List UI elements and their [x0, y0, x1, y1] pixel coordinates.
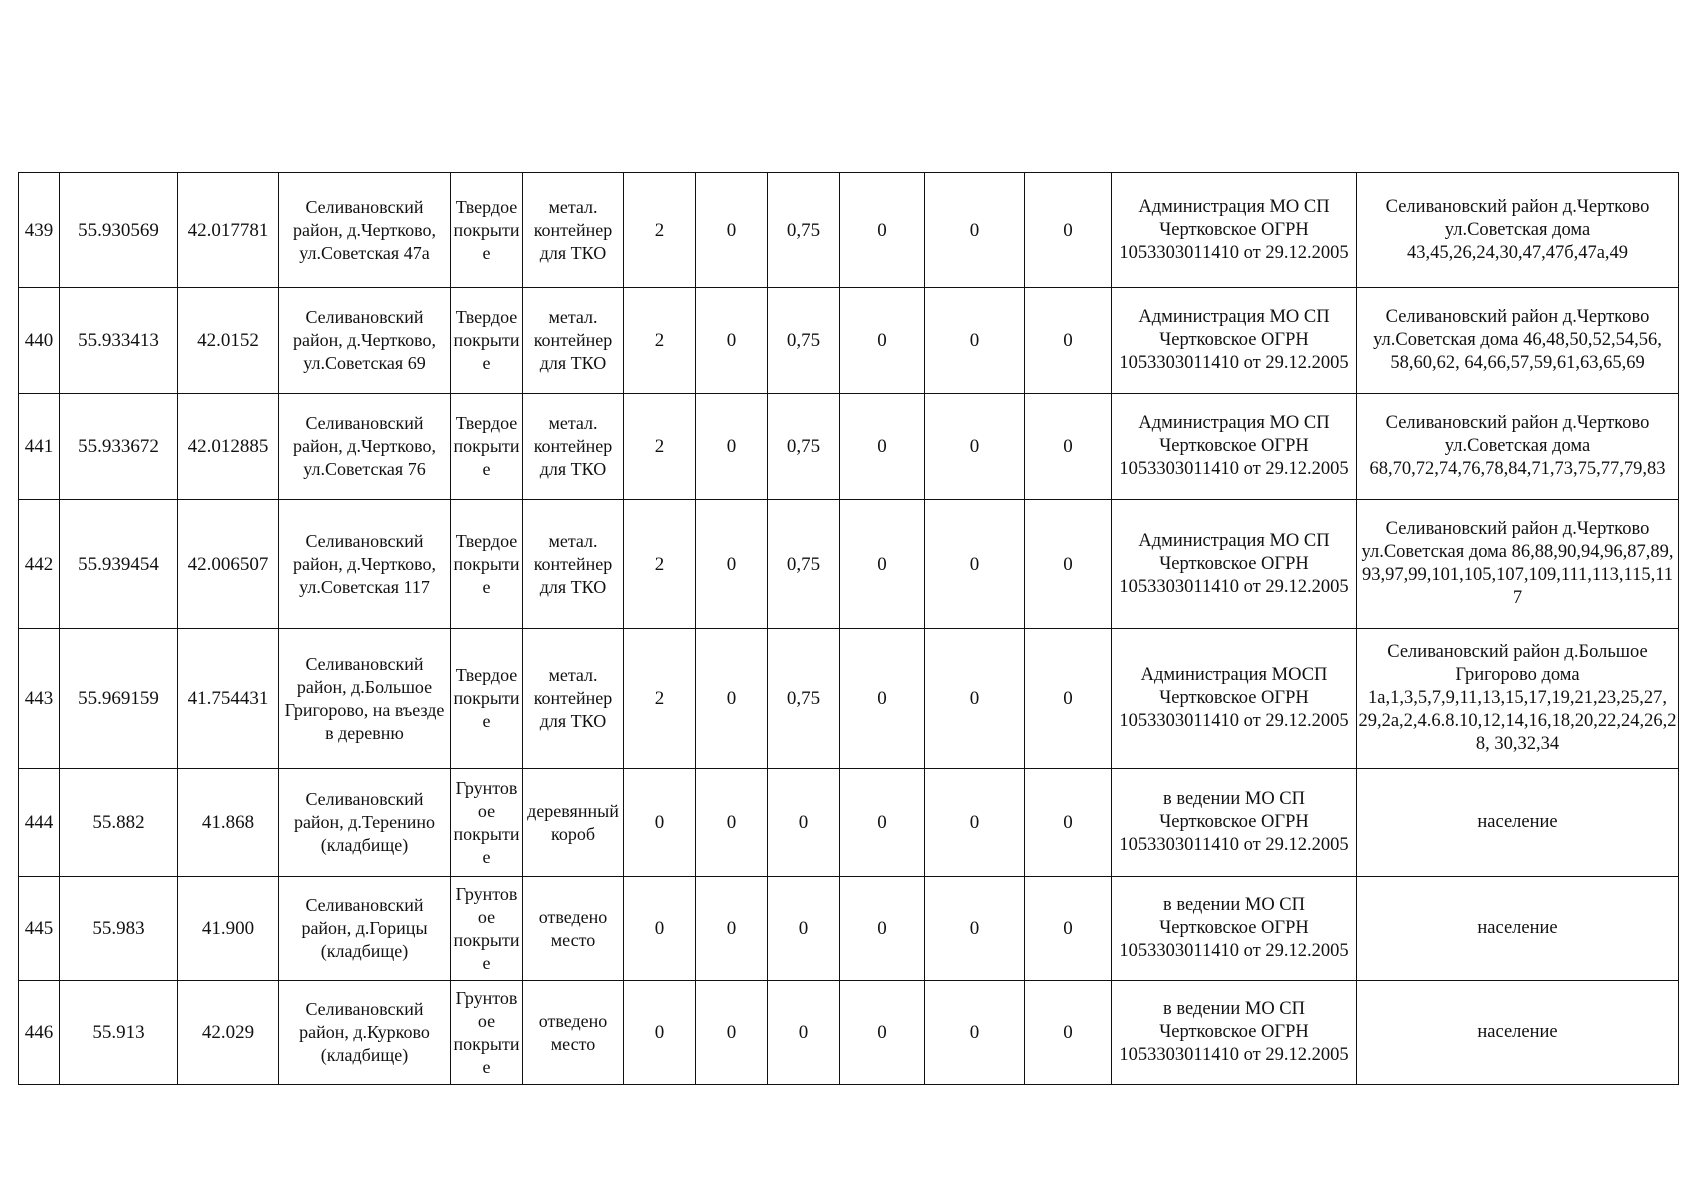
waste-sources-cell: Селивановский район д.Чертково ул.Советская дома 46,48,50,52,54,56, 58,60,62, 64,66,57,59,61,63,65,69 [1357, 288, 1679, 394]
longitude-cell: 42.006507 [178, 500, 279, 629]
volume-cell: 0,75 [768, 500, 840, 629]
latitude-cell: 55.983 [60, 877, 178, 981]
latitude-cell: 55.930569 [60, 173, 178, 288]
latitude-cell: 55.933413 [60, 288, 178, 394]
container-type-cell: отведено место [523, 877, 624, 981]
count-cell-4: 0 [840, 173, 925, 288]
location-cell: Селивановский район, д.Чертково, ул.Советская 69 [279, 288, 451, 394]
count-cell-2: 0 [696, 629, 768, 769]
count-cell-1: 0 [624, 981, 696, 1085]
count-cell-5: 0 [925, 173, 1025, 288]
count-cell-4: 0 [840, 500, 925, 629]
table-row [19, 288, 1679, 394]
container-type-cell: метал. контейнер для ТКО [523, 500, 624, 629]
count-cell-6: 0 [1025, 288, 1112, 394]
volume-cell: 0 [768, 877, 840, 981]
surface-cell: Грунтовое покрытие [451, 877, 523, 981]
count-cell-1: 0 [624, 769, 696, 877]
latitude-cell: 55.933672 [60, 394, 178, 500]
count-cell-4: 0 [840, 288, 925, 394]
count-cell-4: 0 [840, 629, 925, 769]
count-cell-2: 0 [696, 769, 768, 877]
owner-cell: в ведении МО СП Чертковское ОГРН 1053303011410 от 29.12.2005 [1112, 877, 1357, 981]
count-cell-2: 0 [696, 394, 768, 500]
location-cell: Селивановский район, д.Чертково, ул.Советская 47а [279, 173, 451, 288]
count-cell-6: 0 [1025, 629, 1112, 769]
count-cell-5: 0 [925, 500, 1025, 629]
count-cell-4: 0 [840, 981, 925, 1085]
count-cell-6: 0 [1025, 769, 1112, 877]
count-cell-2: 0 [696, 500, 768, 629]
volume-cell: 0,75 [768, 629, 840, 769]
count-cell-5: 0 [925, 981, 1025, 1085]
row-number: 441 [19, 394, 60, 500]
table-row [19, 173, 1679, 288]
owner-cell: Администрация МО СП Чертковское ОГРН 1053303011410 от 29.12.2005 [1112, 173, 1357, 288]
count-cell-1: 2 [624, 394, 696, 500]
count-cell-2: 0 [696, 981, 768, 1085]
location-cell: Селивановский район, д.Чертково, ул.Советская 76 [279, 394, 451, 500]
row-number: 446 [19, 981, 60, 1085]
count-cell-5: 0 [925, 769, 1025, 877]
count-cell-1: 2 [624, 288, 696, 394]
owner-cell: в ведении МО СП Чертковское ОГРН 1053303011410 от 29.12.2005 [1112, 981, 1357, 1085]
count-cell-1: 2 [624, 500, 696, 629]
count-cell-4: 0 [840, 877, 925, 981]
waste-sources-cell: Селивановский район д.Чертково ул.Советская дома 43,45,26,24,30,47,47б,47а,49 [1357, 173, 1679, 288]
count-cell-5: 0 [925, 394, 1025, 500]
longitude-cell: 41.900 [178, 877, 279, 981]
row-number: 440 [19, 288, 60, 394]
longitude-cell: 41.754431 [178, 629, 279, 769]
volume-cell: 0,75 [768, 394, 840, 500]
surface-cell: Твердое покрытие [451, 173, 523, 288]
count-cell-5: 0 [925, 877, 1025, 981]
count-cell-2: 0 [696, 877, 768, 981]
count-cell-6: 0 [1025, 500, 1112, 629]
row-number: 439 [19, 173, 60, 288]
table-row [19, 629, 1679, 769]
longitude-cell: 42.012885 [178, 394, 279, 500]
owner-cell: в ведении МО СП Чертковское ОГРН 1053303011410 от 29.12.2005 [1112, 769, 1357, 877]
owner-cell: Администрация МОСП Чертковское ОГРН 1053303011410 от 29.12.2005 [1112, 629, 1357, 769]
table-row [19, 500, 1679, 629]
count-cell-1: 2 [624, 629, 696, 769]
container-type-cell: отведено место [523, 981, 624, 1085]
surface-cell: Твердое покрытие [451, 629, 523, 769]
row-number: 445 [19, 877, 60, 981]
waste-sources-cell: Селивановский район д.Чертково ул.Советская дома 86,88,90,94,96,87,89, 93,97,99,101,105,107,109,111,113,115,117 [1357, 500, 1679, 629]
longitude-cell: 41.868 [178, 769, 279, 877]
longitude-cell: 42.017781 [178, 173, 279, 288]
volume-cell: 0,75 [768, 173, 840, 288]
count-cell-1: 0 [624, 877, 696, 981]
location-cell: Селивановский район, д.Чертково, ул.Советская 117 [279, 500, 451, 629]
latitude-cell: 55.969159 [60, 629, 178, 769]
container-type-cell: метал. контейнер для ТКО [523, 288, 624, 394]
longitude-cell: 42.0152 [178, 288, 279, 394]
volume-cell: 0 [768, 981, 840, 1085]
table-body [19, 173, 1679, 1085]
volume-cell: 0,75 [768, 288, 840, 394]
surface-cell: Твердое покрытие [451, 500, 523, 629]
surface-cell: Грунтовое покрытие [451, 769, 523, 877]
surface-cell: Твердое покрытие [451, 394, 523, 500]
location-cell: Селивановский район, д.Горицы (кладбище) [279, 877, 451, 981]
count-cell-4: 0 [840, 769, 925, 877]
container-type-cell: метал. контейнер для ТКО [523, 394, 624, 500]
waste-sources-cell: население [1357, 769, 1679, 877]
table-row [19, 877, 1679, 981]
registry-table-sheet [18, 172, 1678, 1085]
location-cell: Селивановский район, д.Большое Григорово, на въезде в деревню [279, 629, 451, 769]
container-type-cell: деревянный короб [523, 769, 624, 877]
waste-sources-cell: население [1357, 877, 1679, 981]
latitude-cell: 55.913 [60, 981, 178, 1085]
table-row [19, 769, 1679, 877]
count-cell-2: 0 [696, 173, 768, 288]
volume-cell: 0 [768, 769, 840, 877]
waste-sources-cell: Селивановский район д.Чертково ул.Советская дома 68,70,72,74,76,78,84,71,73,75,77,79,83 [1357, 394, 1679, 500]
container-type-cell: метал. контейнер для ТКО [523, 629, 624, 769]
owner-cell: Администрация МО СП Чертковское ОГРН 1053303011410 от 29.12.2005 [1112, 500, 1357, 629]
count-cell-2: 0 [696, 288, 768, 394]
latitude-cell: 55.882 [60, 769, 178, 877]
table-row [19, 981, 1679, 1085]
owner-cell: Администрация МО СП Чертковское ОГРН 1053303011410 от 29.12.2005 [1112, 394, 1357, 500]
location-cell: Селивановский район, д.Курково (кладбище) [279, 981, 451, 1085]
row-number: 442 [19, 500, 60, 629]
count-cell-5: 0 [925, 288, 1025, 394]
count-cell-6: 0 [1025, 877, 1112, 981]
surface-cell: Твердое покрытие [451, 288, 523, 394]
count-cell-6: 0 [1025, 394, 1112, 500]
row-number: 444 [19, 769, 60, 877]
longitude-cell: 42.029 [178, 981, 279, 1085]
count-cell-6: 0 [1025, 173, 1112, 288]
waste-sites-table [18, 172, 1679, 1085]
count-cell-5: 0 [925, 629, 1025, 769]
container-type-cell: метал. контейнер для ТКО [523, 173, 624, 288]
waste-sources-cell: население [1357, 981, 1679, 1085]
surface-cell: Грунтовое покрытие [451, 981, 523, 1085]
waste-sources-cell: Селивановский район д.Большое Григорово дома 1а,1,3,5,7,9,11,13,15,17,19,21,23,25,27, 29,2а,2,4.6.8.10,12,14,16,18,20,22,24,26,28, 30,32,34 [1357, 629, 1679, 769]
count-cell-4: 0 [840, 394, 925, 500]
owner-cell: Администрация МО СП Чертковское ОГРН 1053303011410 от 29.12.2005 [1112, 288, 1357, 394]
count-cell-6: 0 [1025, 981, 1112, 1085]
row-number: 443 [19, 629, 60, 769]
latitude-cell: 55.939454 [60, 500, 178, 629]
count-cell-1: 2 [624, 173, 696, 288]
table-row [19, 394, 1679, 500]
location-cell: Селивановский район, д.Теренино (кладбище) [279, 769, 451, 877]
